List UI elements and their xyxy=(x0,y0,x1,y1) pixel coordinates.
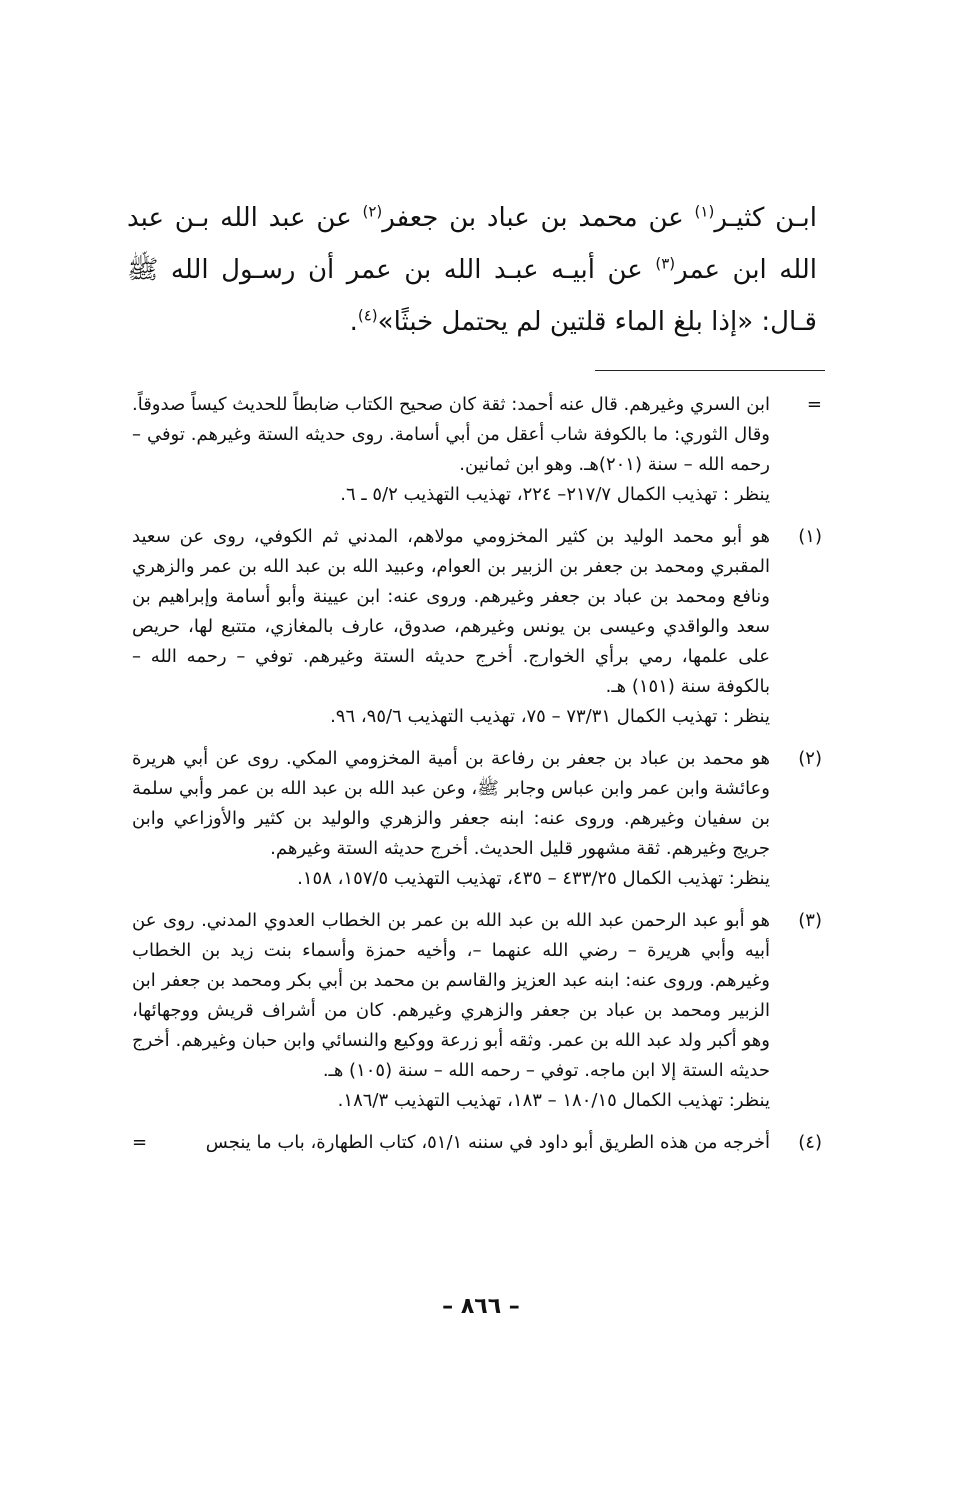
main-text-paragraph xyxy=(127,192,817,348)
footnote-4 xyxy=(132,1128,822,1158)
footnotes xyxy=(132,390,822,1170)
page-number: – ٨٦٦ – xyxy=(442,1294,520,1319)
footnote-ref-1: (١) xyxy=(694,202,715,221)
footnote-marker: (٣) xyxy=(798,910,822,931)
footnote-continuation xyxy=(132,390,822,510)
footnote-reference: ينظر : تهذيب الكمال ٧٣/٣١ – ٧٥، تهذيب التهذيب ٩٥/٦، ٩٦. xyxy=(330,706,770,727)
main-text-part-4: عن أبيـه عبـد الله بن عمر أن رسـول الله ﷺ قـال: «إذا بلغ الماء قلتين لم يحتمل خبثًا» xyxy=(127,255,817,337)
footnote-text: ابن السري وغيرهم. قال عنه أحمد: ثقة كان صحيح الكتاب ضابطاً للحديث كيساً صدوقاً. وقال الثوري: ما بالكوفة شاب أعقل من أبي أسامة. روى حديثه الستة وغيرهم. توفي – رحمه الله – سنة (٢٠١)هـ. وهو ابن ثمانين. xyxy=(132,394,770,475)
footnote-marker: (٢) xyxy=(798,748,822,769)
footnote-1 xyxy=(132,522,822,732)
footnote-text: هو محمد بن عباد بن جعفر بن رفاعة بن أمية المخزومي المكي. روى عن أبي هريرة وعائشة وابن عمر وابن عباس وجابر ﷺ، وعن عبد الله بن عبد الله بن عمر وأبي سلمة بن سفيان وغيرهم. وروى عنه: ابنه جعفر والزهري والوليد بن كثير والأوزاعي وابن جريج وغيرهم. ثقة مشهور قليل الحديث. أخرج حديثه الستة وغيرهم. xyxy=(132,748,770,859)
footnote-marker: (١) xyxy=(798,526,822,547)
footnote-separator xyxy=(595,370,825,371)
main-text-part-3: عن عبد الله بـن عبد الله ابن عمر xyxy=(127,203,817,285)
footnote-reference: ينظر : تهذيب الكمال ٢١٧/٧– ٢٢٤، تهذيب التهذيب ٥/٢ ـ ٦. xyxy=(340,484,770,505)
footnote-3 xyxy=(132,906,822,1116)
footnote-marker: = xyxy=(806,394,822,415)
footnote-marker: (٤) xyxy=(798,1132,822,1153)
footnote-2 xyxy=(132,744,822,894)
footnote-continuation-mark: = xyxy=(132,1132,148,1153)
main-text-part-5: . xyxy=(349,307,358,337)
footnote-reference: ينظر: تهذيب الكمال ٤٣٣/٢٥ – ٤٣٥، تهذيب التهذيب ١٥٧/٥، ١٥٨. xyxy=(297,868,770,889)
footnote-text: أخرجه من هذه الطريق أبو داود في سننه ٥١/١، كتاب الطهارة، باب ما ينجس xyxy=(205,1132,770,1153)
footnote-ref-3: (٣) xyxy=(655,254,676,273)
footnote-ref-2: (٢) xyxy=(362,202,383,221)
footnote-text: هو أبو محمد الوليد بن كثير المخزومي مولاهم، المدني ثم الكوفي، روى عن سعيد المقبري ومحمد بن جعفر بن الزبير بن العوام، وعبيد الله بن عبد الله بن عمر والزهري ونافع ومحمد بن عباد بن جعفر وغيرهم. وروى عنه: ابن عيينة وأبو أسامة وإبراهيم بن سعد والواقدي وعيسى بن يونس وغيرهم، صدوق، عارف بالمغازي، متتبع لها، حريص على علمها، رمي برأي الخوارج. أخرج حديثه الستة وغيرهم. توفي – رحمه الله – بالكوفة سنة (١٥١) هـ. xyxy=(132,526,770,697)
footnote-ref-4: (٤) xyxy=(357,306,378,325)
main-text-part-1: ابـن كثيـر xyxy=(714,203,817,233)
main-text-part-2: عن محمد بن عباد بن جعفر xyxy=(382,203,695,233)
footnote-text: هو أبو عبد الرحمن عبد الله بن عبد الله بن عمر بن الخطاب العدوي المدني. روى عن أبيه وأبي هريرة – رضي الله عنهما –، وأخيه حمزة وأسماء بنت زيد بن الخطاب وغيرهم. وروى عنه: ابنه عبد العزيز والقاسم بن محمد بن أبي بكر ومحمد بن جعفر ابن الزبير ومحمد بن عباد بن جعفر والزهري وغيرهم. كان من أشراف قريش ووجهائها، وهو أكبر ولد عبد الله بن عمر. وثقه أبو زرعة ووكيع والنسائي وابن حبان وغيرهم. أخرج حديثه الستة إلا ابن ماجه. توفي – رحمه الله – سنة (١٠٥) هـ. xyxy=(132,910,770,1081)
footnote-reference: ينظر: تهذيب الكمال ١٨٠/١٥ – ١٨٣، تهذيب التهذيب ١٨٦/٣. xyxy=(337,1090,770,1111)
